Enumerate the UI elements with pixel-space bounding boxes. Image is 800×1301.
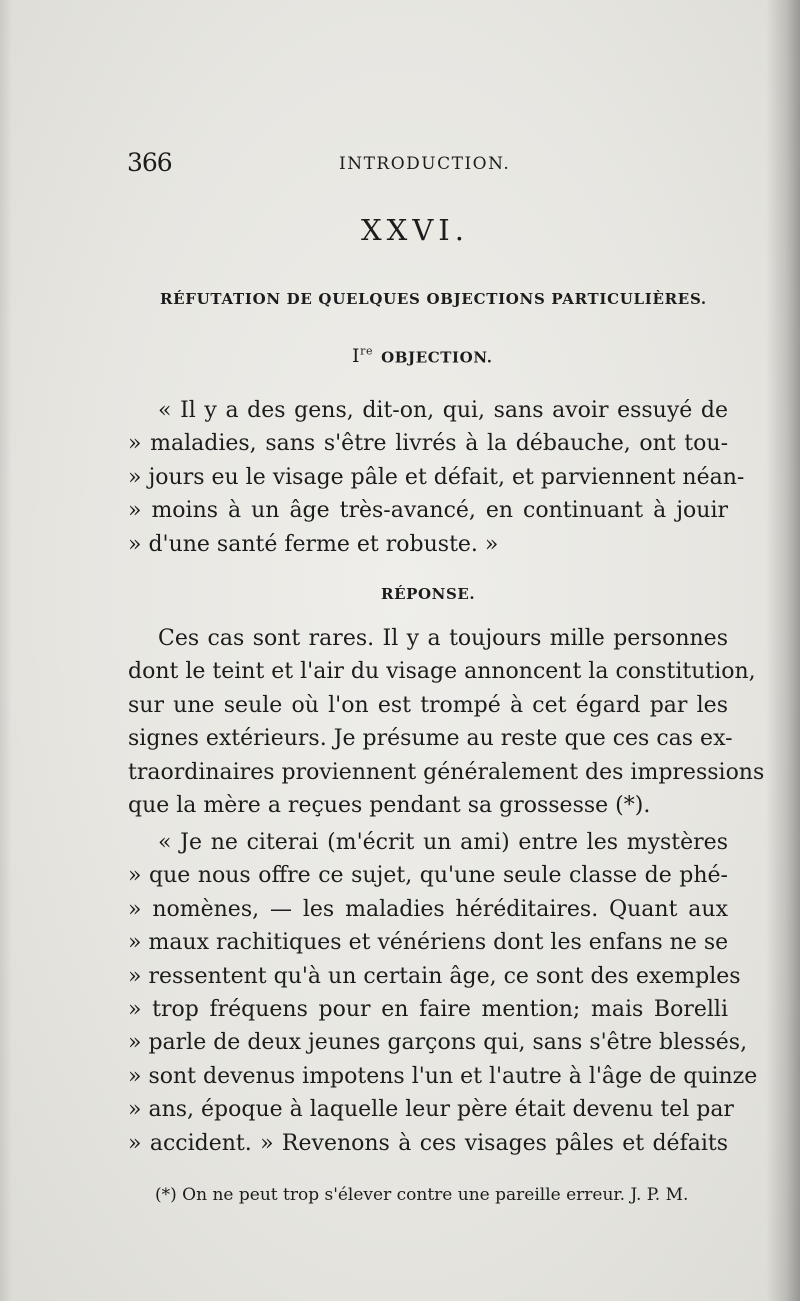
section-number: XXVI. [361, 213, 469, 247]
text-line: » parle de deux jeunes garçons qui, sans s'être blessés, [128, 1030, 748, 1056]
footnote: (*) On ne peut trop s'élever contre une pareille erreur. J. P. M. [155, 1185, 689, 1205]
page-gutter-shadow [766, 0, 800, 1301]
text-line: » ans, époque à laquelle leur père était devenu tel par [128, 1097, 734, 1123]
running-head [127, 148, 727, 180]
text-line: » d'une santé ferme et robuste. » [128, 531, 499, 557]
text-line: » trop fréquens pour en faire mention; mais Borelli [128, 996, 728, 1022]
objection-heading [352, 345, 493, 367]
reponse-paragraph [128, 622, 765, 822]
objection-quote [128, 394, 745, 561]
text-line: « Il y a des gens, dit-on, qui, sans avoir essuyé de [158, 398, 728, 423]
text-line: » nomènes, — les maladies héréditaires. Quant aux [128, 896, 728, 922]
objection-number: Ire [352, 345, 374, 368]
text-line: traordinaires proviennent généralement des impressions [128, 759, 765, 785]
text-line: » sont devenus impotens l'un et l'autre à l'âge de quinze [128, 1063, 758, 1089]
text-line: » moins à un âge très-avancé, en continuant à jouir [128, 498, 728, 524]
text-line: Ces cas sont rares. Il y a toujours mille personnes [158, 626, 728, 651]
friend-quote-paragraph [128, 826, 758, 1160]
text-line: » ressentent qu'à un certain âge, ce sont des exemples [128, 963, 741, 989]
section-title: RÉFUTATION DE QUELQUES OBJECTIONS PARTICULIÈRES. [160, 290, 707, 308]
text-line: » maux rachitiques et vénériens dont les enfans ne se [128, 930, 729, 956]
text-line: « Je ne citerai (m'écrit un ami) entre les mystères [158, 830, 728, 855]
text-line: » accident. » Revenons à ces visages pâles et défaits [128, 1130, 728, 1156]
text-line: que la mère a reçues pendant sa grossesse (*). [128, 792, 651, 818]
text-line: sur une seule où l'on est trompé à cet égard par les [128, 692, 728, 718]
text-line: signes extérieurs. Je présume au reste que ces cas ex- [128, 726, 733, 752]
text-line: » que nous offre ce sujet, qu'une seule classe de phé- [128, 863, 728, 889]
objection-label: OBJECTION. [381, 348, 493, 367]
text-line: » maladies, sans s'être livrés à la débauche, ont tou- [128, 431, 728, 457]
page-left-shadow [0, 0, 12, 1301]
reponse-heading: RÉPONSE. [381, 585, 476, 603]
page-number: 366 [127, 148, 172, 177]
text-line: dont le teint et l'air du visage annoncent la constitution, [128, 659, 756, 685]
text-line: » jours eu le visage pâle et défait, et parviennent néan- [128, 464, 745, 490]
running-title: INTRODUCTION. [339, 154, 511, 174]
